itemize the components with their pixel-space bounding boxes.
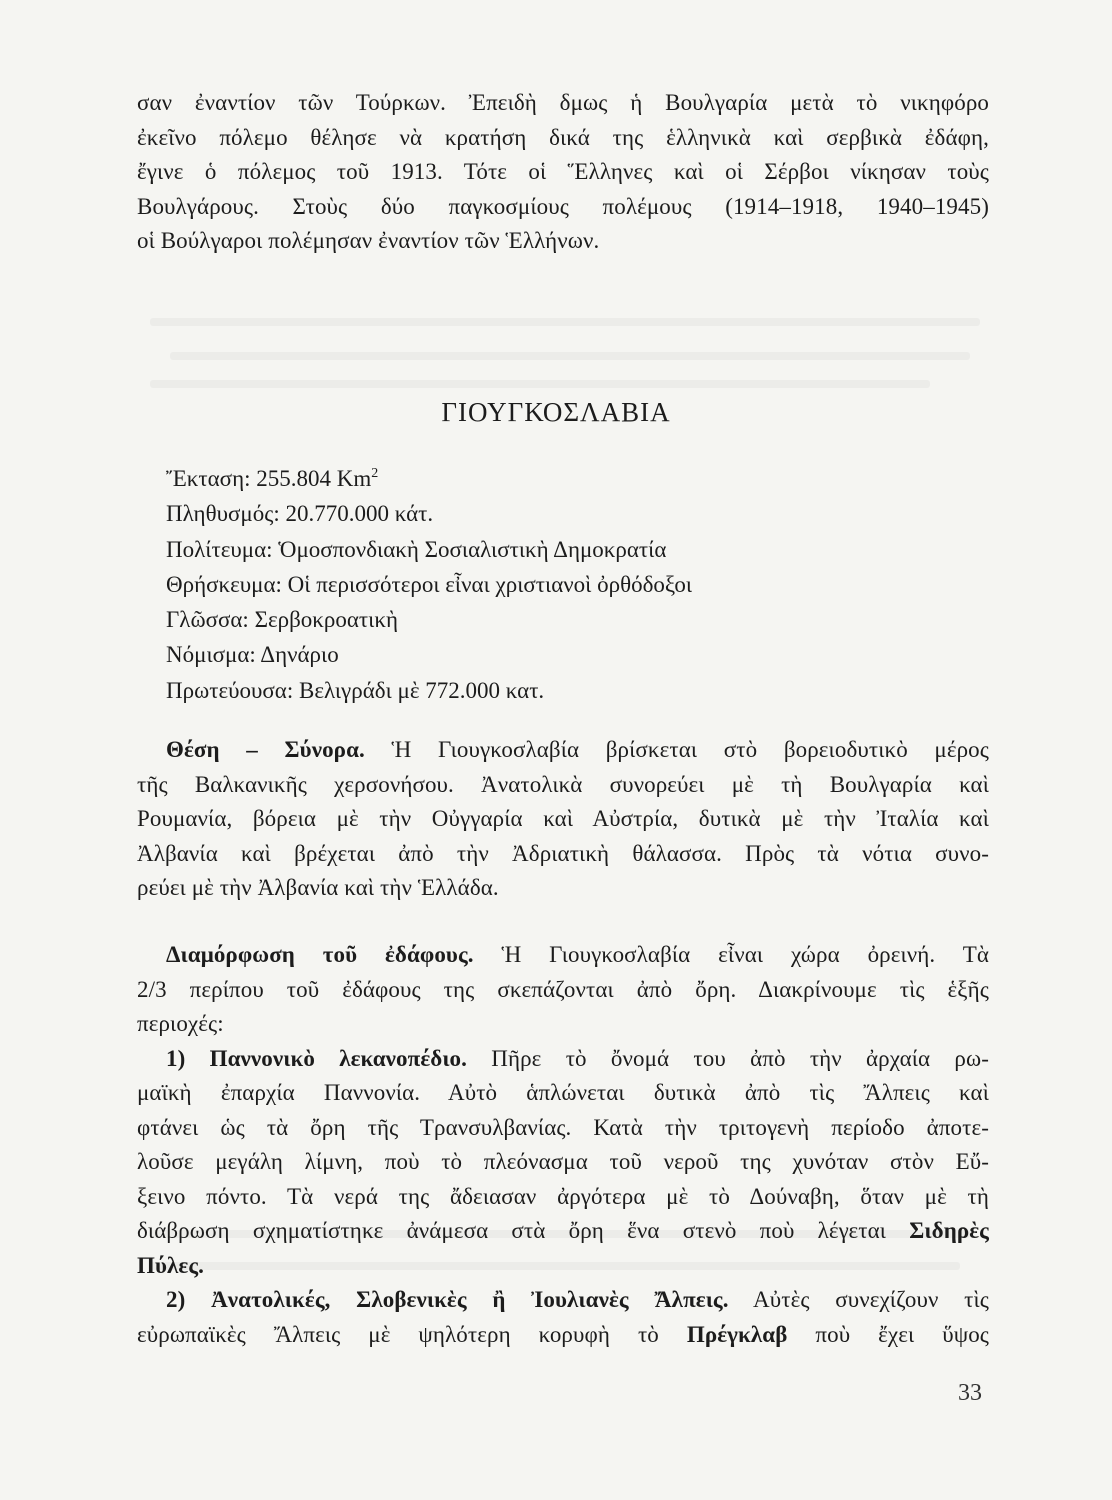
bleed-through-mark: [150, 318, 980, 326]
fact-religion: Θρήσκευμα: Οἱ περισσότεροι εἶναι χριστιανοὶ ὀρθόδοξοι: [166, 571, 693, 597]
text-line: [137, 1042, 989, 1077]
page-number: 33: [958, 1380, 982, 1406]
section-terrain: [137, 938, 989, 1352]
fact-government: Πολίτευμα: Ὁμοσπονδιακὴ Σοσιαλιστικὴ Δημοκρατία: [166, 536, 667, 562]
text-span: Ἡ Γιουγκοσλαβία εἶναι χώρα ὀρεινή. Τὰ: [473, 942, 989, 967]
bleed-through-mark: [150, 380, 930, 388]
bleed-through-mark: [170, 352, 970, 360]
text-line: ρεύει μὲ τὴν Ἀλβανία καὶ τὴν Ἑλλάδα.: [137, 875, 499, 900]
text-span: εὐρωπαϊκὲς Ἄλπεις μὲ ψηλότερη κορυφὴ τὸ: [137, 1321, 687, 1347]
text-line: [137, 938, 989, 973]
text-span: Ἡ Γιουγκοσλαβία βρίσκεται στὸ βορειοδυτικὸ μέρος: [364, 737, 989, 762]
fact-currency: Νόμισμα: Δηνάριο: [166, 642, 339, 668]
bold-term: Σιδηρὲς: [909, 1218, 989, 1243]
text-line: Ἀλβανία καὶ βρέχεται ἀπὸ τὴν Ἀδριατικὴ θάλασσα. Πρὸς τὰ νότια συνο-: [137, 840, 989, 866]
fact-capital: Πρωτεύουσα: Βελιγράδι μὲ 772.000 κατ.: [166, 677, 545, 703]
item-title: 1) Παννονικὸ λεκανοπέδιο.: [166, 1045, 468, 1071]
section-position: [137, 733, 989, 906]
text-line: 2/3 περίπου τοῦ ἐδάφους της σκεπάζονται ἀπὸ ὄρη. Διακρίνουμε τὶς ἑξῆς: [137, 976, 989, 1002]
superscript: 2: [371, 466, 379, 481]
text-line: [137, 1318, 989, 1353]
section-title: Θέση – Σύνορα.: [166, 737, 365, 762]
text-line: [137, 1283, 989, 1318]
text-line: ἔγινε ὁ πόλεμος τοῦ 1913. Τότε οἱ Ἕλληνες καὶ οἱ Σέρβοι νίκησαν τοὺς: [137, 159, 989, 184]
text-line: λοῦσε μεγάλη λίμνη, ποὺ τὸ πλεόνασμα τοῦ νεροῦ της χυνόταν στὸν Εὔ-: [137, 1149, 989, 1174]
text-span: διάβρωση σχηματίστηκε ἀνάμεσα στὰ ὄρη ἕνα στενὸ ποὺ λέγεται: [137, 1218, 910, 1243]
country-facts: [166, 461, 692, 708]
text-line: Βουλγάρους. Στοὺς δύο παγκοσμίους πολέμους (1914–1918, 1940–1945): [137, 193, 989, 219]
intro-paragraph: [137, 86, 989, 259]
bold-term: Πύλες.: [137, 1252, 205, 1278]
text-line: Ρουμανία, βόρεια μὲ τὴν Οὐγγαρία καὶ Αὐστρία, δυτικὰ μὲ τὴν Ἰταλία καὶ: [137, 806, 989, 831]
bold-term: Πρέγκλαβ: [686, 1321, 788, 1347]
text-line: οἱ Βούλγαροι πολέμησαν ἐναντίον τῶν Ἑλλήνων.: [137, 228, 600, 253]
text-line: [137, 1214, 989, 1249]
text-line: περιοχές:: [137, 1011, 224, 1036]
fact-population: Πληθυσμός: 20.770.000 κάτ.: [166, 501, 434, 527]
section-title: Διαμόρφωση τοῦ ἐδάφους.: [166, 942, 474, 967]
text-line: μαϊκὴ ἐπαρχία Παννονία. Αὐτὸ ἁπλώνεται δυτικὰ ἀπὸ τὶς Ἄλπεις καὶ: [137, 1080, 989, 1105]
text-span: Αὐτὲς συνεχίζουν τὶς: [728, 1287, 989, 1312]
text-span: ποὺ ἔχει ὕψος: [787, 1321, 990, 1347]
item-title: 2) Ἀνατολικές, Σλοβενικὲς ἢ Ἰουλιανὲς Ἄλπεις.: [166, 1287, 729, 1312]
text-line: ἐκεῖνο πόλεμο θέλησε νὰ κρατήση δικά της ἑλληνικὰ καὶ σερβικὰ ἐδάφη,: [137, 124, 989, 150]
fact-language: Γλῶσσα: Σερβοκροατικὴ: [166, 607, 398, 633]
text-line: τῆς Βαλκανικῆς χερσονήσου. Ἀνατολικὰ συνορεύει μὲ τὴ Βουλγαρία καὶ: [137, 771, 989, 797]
fact-area-text: Ἔκταση: 255.804 Km: [166, 466, 372, 491]
text-line: [137, 733, 989, 768]
text-span: Πῆρε τὸ ὄνομά του ἀπὸ τὴν ἀρχαία ρω-: [467, 1045, 989, 1071]
text-line: [137, 1249, 989, 1284]
text-line: φτάνει ὡς τὰ ὄρη τῆς Τρανσυλβανίας. Κατὰ τὴν τριτογενὴ περίοδο ἀποτε-: [137, 1114, 989, 1140]
text-line: σαν ἐναντίον τῶν Τούρκων. Ἐπειδὴ δμως ἡ Βουλγαρία μετὰ τὸ νικηφόρο: [137, 90, 989, 115]
fact-area: [166, 461, 692, 496]
text-line: ξεινο πόντο. Τὰ νερά της ἄδειασαν ἀργότερα μὲ τὸ Δούναβη, ὅταν μὲ τὴ: [137, 1183, 989, 1209]
country-heading: ΓΙΟΥΓΚΟΣΛΑΒΙΑ: [441, 397, 671, 427]
